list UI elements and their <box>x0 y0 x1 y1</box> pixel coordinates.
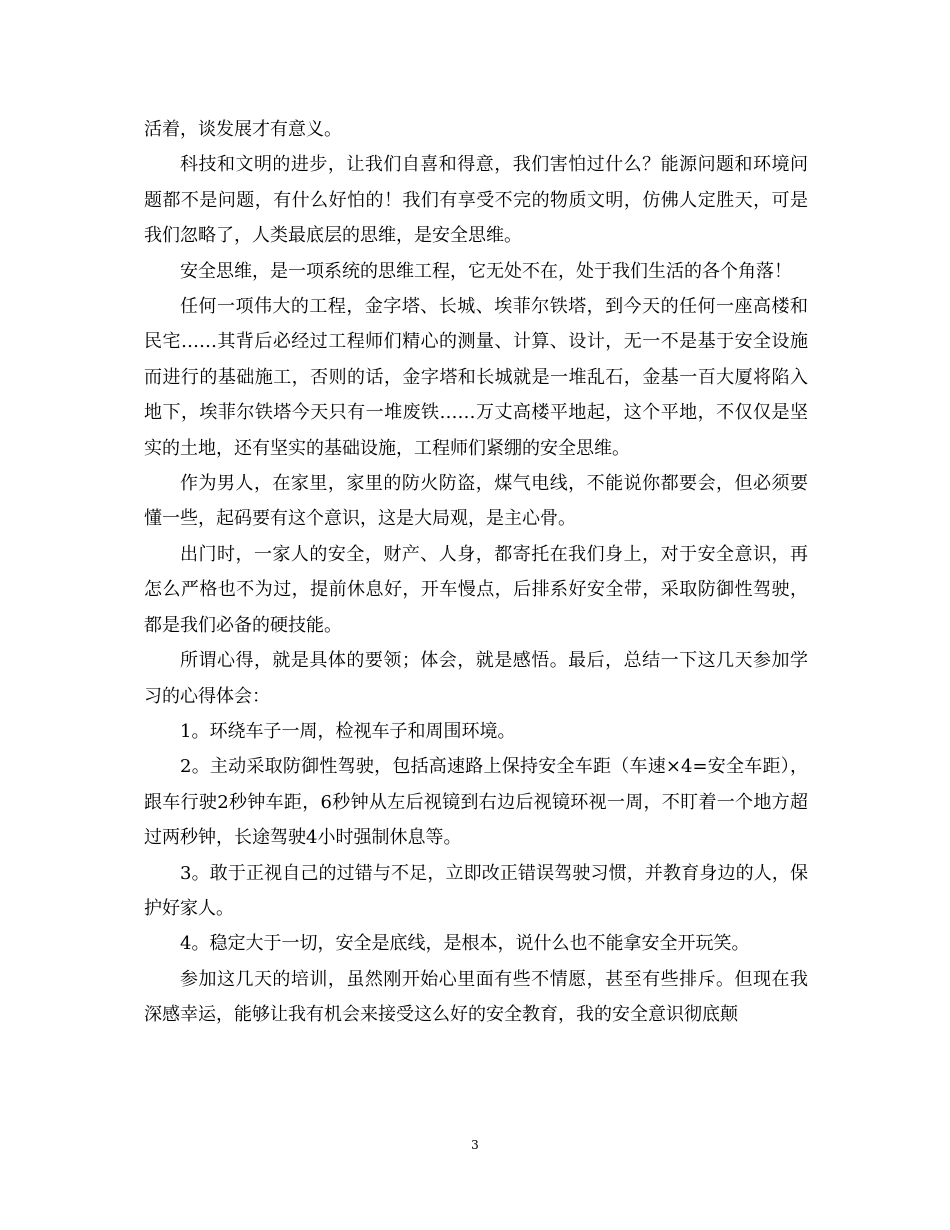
paragraph-going-out: 出门时，一家人的安全，财产、人身，都寄托在我们身上，对于安全意识，再怎么严格也不为过，提前休息好，开车慢点，后排系好安全带，采取防御性驾驶，都是我们必备的硬技能。 <box>144 543 808 636</box>
list-item-3: 3。敢于正视自己的过错与不足，立即改正错误驾驶习惯，并教育身边的人，保护好家人。 <box>144 862 808 919</box>
paragraph-great-projects: 任何一项伟大的工程，金字塔、长城、埃菲尔铁塔，到今天的任何一座高楼和民宅……其背后必经过工程师们精心的测量、计算、设计，无一不是基于安全设施而进行的基础施工，否则的话，金字塔和长城就是一堆乱石，金基一百大厦将陷入地下，埃菲尔铁塔今天只有一堆废铁……万丈高楼平地起，这个平地，不仅仅是坚实的土地，还有坚实的基础设施，工程师们紧绷的安全思维。 <box>144 296 808 459</box>
page-number: 3 <box>471 1138 479 1152</box>
paragraph-as-a-man: 作为男人，在家里，家里的防火防盗，煤气电线，不能说你都要会，但必须要懂一些，起码要有这个意识，这是大局观，是主心骨。 <box>144 473 808 530</box>
paragraph-summary-intro: 所谓心得，就是具体的要领；体会，就是感悟。最后，总结一下这几天参加学习的心得体会： <box>144 650 808 707</box>
list-item-2: 2。主动采取防御性驾驶，包括高速路上保持安全车距（车速×4=安全车距），跟车行驶2秒钟车距，6秒钟从左后视镜到右边后视镜环视一周，不盯着一个地方超过两秒钟，长途驾驶4小时强制休息等。 <box>144 756 808 849</box>
paragraph-technology: 科技和文明的进步，让我们自喜和得意，我们害怕过什么？能源问题和环境问题都不是问题，有什么好怕的！我们有享受不完的物质文明，仿佛人定胜天，可是我们忽略了，人类最底层的思维，是安全思维。 <box>144 154 808 247</box>
list-item-4: 4。稳定大于一切，安全是底线，是根本，说什么也不能拿安全开玩笑。 <box>180 933 750 955</box>
paragraph-training: 参加这几天的培训，虽然刚开始心里面有些不情愿，甚至有些排斥。但现在我深感幸运，能够让我有机会来接受这么好的安全教育，我的安全意识彻底颠 <box>144 968 808 1026</box>
paragraph-continuation: 活着，谈发展才有意义。 <box>144 119 342 140</box>
list-item-1: 1。环绕车子一周，检视车子和周围环境。 <box>180 720 516 742</box>
body-text <box>144 112 808 1033</box>
paragraph-safety-thinking: 安全思维，是一项系统的思维工程，它无处不在，处于我们生活的各个角落！ <box>180 260 792 282</box>
